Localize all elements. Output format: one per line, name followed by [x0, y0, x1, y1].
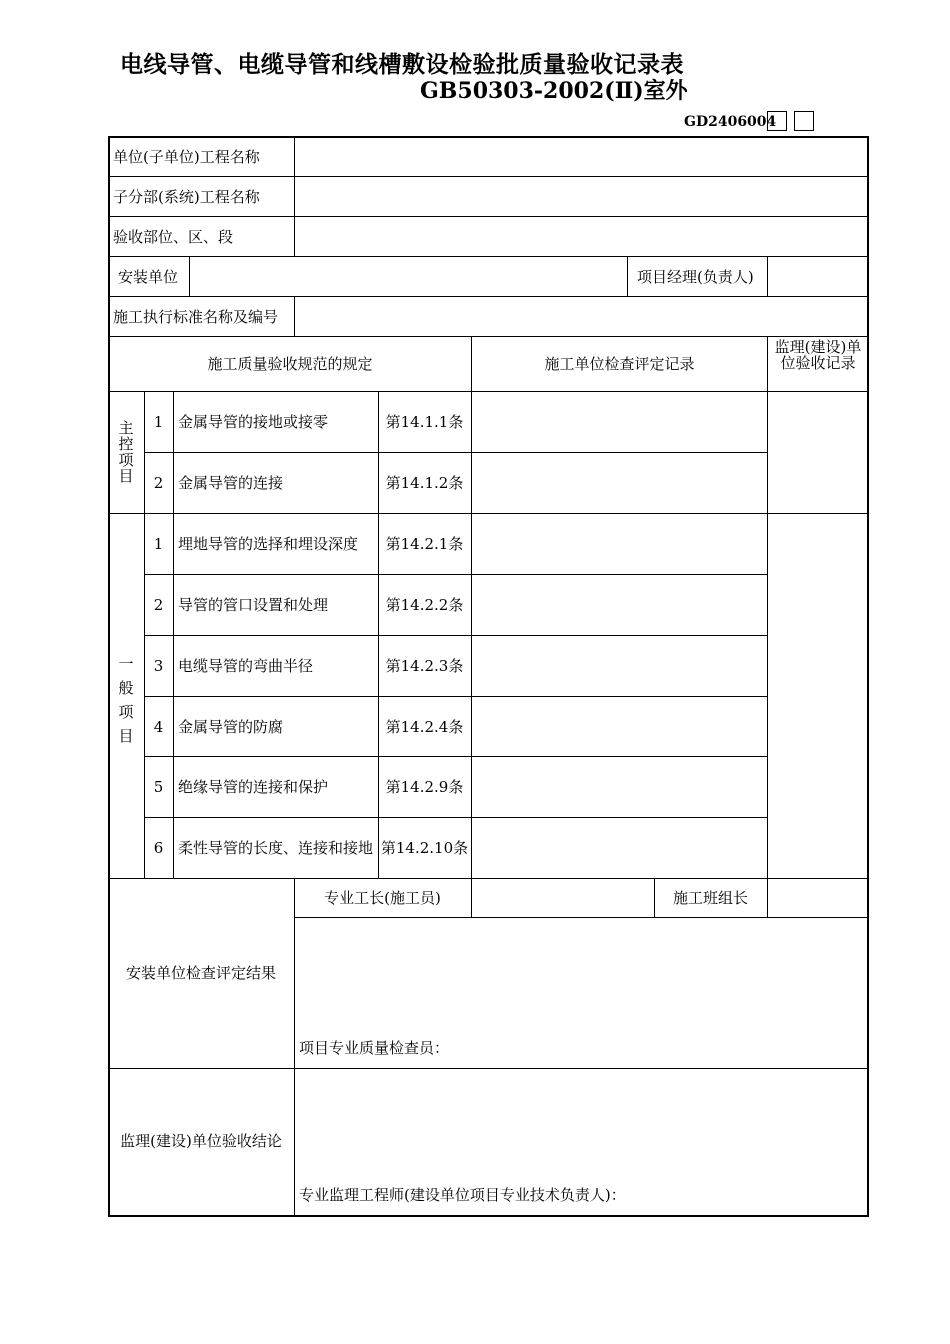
sub-project-name-label: 子分部(系统)工程名称 — [113, 188, 260, 206]
construction-record-header: 施工单位检查评定记录 — [544, 355, 695, 373]
team-leader-label: 施工班组长 — [672, 889, 748, 907]
spec-rules-header: 施工质量验收规范的规定 — [207, 355, 373, 373]
form-code-box-2[interactable] — [794, 111, 814, 131]
general-item-1-name: 埋地导管的选择和埋设深度 — [178, 535, 359, 553]
general-item-1-no: 1 — [153, 535, 164, 553]
general-item-4-clause: 第14.2.4条 — [385, 718, 464, 736]
general-item-6-clause: 第14.2.10条 — [380, 839, 469, 857]
inspection-table — [108, 136, 869, 1217]
form-code: GD2406004 — [684, 114, 777, 130]
main-item-2-name: 金属导管的连接 — [178, 474, 284, 492]
general-item-2-no: 2 — [153, 596, 164, 614]
general-item-2-clause: 第14.2.2条 — [385, 596, 464, 614]
general-item-5-no: 5 — [153, 778, 164, 796]
general-item-6-name: 柔性导管的长度、连接和接地 — [178, 839, 374, 857]
supervision-conclusion-label: 监理(建设)单位验收结论 — [120, 1132, 282, 1150]
main-item-2-no: 2 — [153, 474, 164, 492]
install-unit-label: 安装单位 — [118, 268, 179, 286]
form-subtitle: GB50303-2002(Ⅱ)室外 — [420, 78, 688, 104]
general-item-1-clause: 第14.2.1条 — [385, 535, 464, 553]
main-item-1-no: 1 — [153, 413, 164, 431]
general-items-label: 一般项目 — [118, 655, 134, 745]
main-items-label: 主控项目 — [118, 419, 134, 485]
general-item-5-clause: 第14.2.9条 — [385, 778, 464, 796]
general-item-3-name: 电缆导管的弯曲半径 — [178, 657, 314, 675]
project-manager-label: 项目经理(负责人) — [637, 268, 754, 286]
supervision-record-header: 监理(建设)单位验收记录 — [774, 338, 862, 372]
general-item-4-no: 4 — [153, 718, 164, 736]
supervision-engineer-label: 专业监理工程师(建设单位项目专业技术负责人)： — [299, 1186, 626, 1204]
main-item-2-clause: 第14.1.2条 — [385, 474, 464, 492]
main-item-1-name: 金属导管的接地或接零 — [178, 413, 329, 431]
foreman-label: 专业工长(施工员) — [324, 889, 441, 907]
install-result-label: 安装单位检查评定结果 — [125, 964, 276, 982]
quality-inspector-label: 项目专业质量检查员： — [299, 1039, 450, 1057]
inspection-location-label: 验收部位、区、段 — [113, 228, 234, 246]
form-title: 电线导管、电缆导管和线槽敷设检验批质量验收记录表 — [120, 52, 684, 78]
general-item-2-name: 导管的管口设置和处理 — [178, 596, 329, 614]
form-code-box-1[interactable] — [767, 111, 787, 131]
general-item-3-no: 3 — [153, 657, 164, 675]
standard-name-label: 施工执行标准名称及编号 — [113, 308, 279, 326]
general-item-5-name: 绝缘导管的连接和保护 — [178, 778, 329, 796]
general-item-6-no: 6 — [153, 839, 164, 857]
unit-project-name-label: 单位(子单位)工程名称 — [113, 148, 260, 166]
main-item-1-clause: 第14.1.1条 — [385, 413, 464, 431]
general-item-3-clause: 第14.2.3条 — [385, 657, 464, 675]
general-item-4-name: 金属导管的防腐 — [178, 718, 284, 736]
